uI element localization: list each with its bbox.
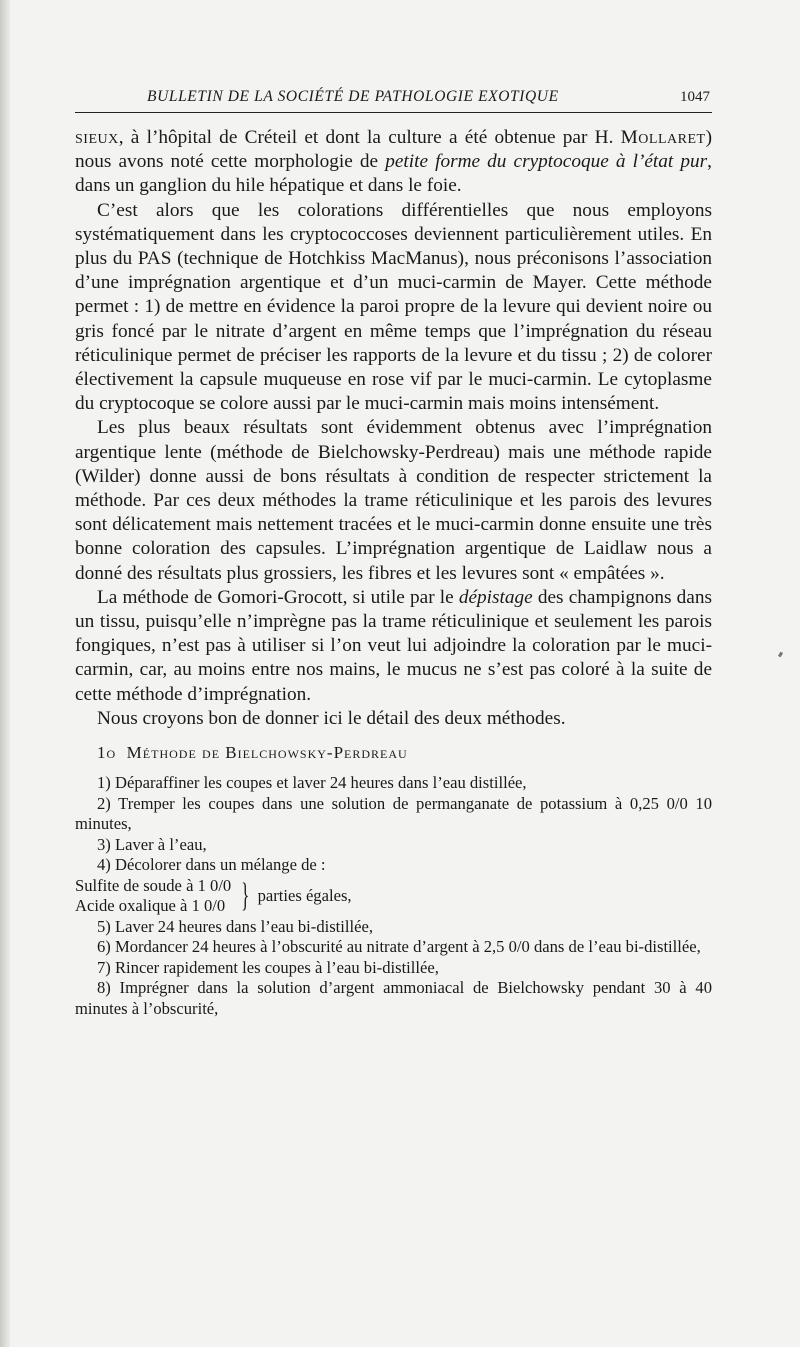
mixture-block: [75, 876, 712, 917]
mixture-component: Sulfite de soude à 1 0/0: [75, 875, 232, 895]
text-run: , à l’hôpital de Créteil et dont la culture a été obtenue par H.: [118, 127, 621, 148]
running-header: [75, 88, 712, 113]
page-number: 1047: [680, 89, 710, 105]
running-title: BULLETIN DE LA SOCIÉTÉ DE PATHOLOGIE EXOTIQUE: [147, 88, 559, 105]
section-title: Méthode de Bielchowsky-Perdreau: [126, 743, 408, 763]
page-edge: [0, 0, 10, 1347]
small-caps-text: sieux: [75, 127, 119, 148]
emphasis: petite forme du cryptocoque à l’état pur: [385, 151, 708, 173]
paragraph-5: Nous croyons bon de donner ici le détail des deux méthodes.: [97, 707, 566, 729]
paragraph-3: Les plus beaux résultats sont évidemment obtenus avec l’imprégnation argentique lente (méthode de Bielchowsky-Perdreau) mais une méthode rapide (Wilder) donne aussi de bons résultats à condition de respecter strictement la méthode. Par ces deux méthodes la trame réticulinique et les parois des levures sont délicatement mais nettement tracées et le muci-carmin donne ensuite une très bonne coloration des capsules. L’imprégnation argentique de Laidlaw nous a donné des résultats plus grossiers, les fibres et les levures sont « empâtées ».: [75, 417, 712, 584]
step-7: 7) Rincer rapidement les coupes à l’eau bi-distillée,: [97, 957, 439, 977]
mixture-components: [75, 876, 231, 917]
section-heading: [97, 741, 712, 765]
text-run: ) nous avons noté cette morphologie de: [75, 127, 712, 173]
text-run: La méthode de Gomori-Grocott, si utile par le: [97, 586, 459, 608]
brace-symbol: }: [241, 877, 250, 915]
step-6: 6) Mordancer 24 heures à l’obscurité au nitrate d’argent à 2,5 0/0 dans de l’eau bi-distillée,: [97, 937, 701, 957]
step-8: 8) Imprégner dans la solution d’argent ammoniacal de Bielchowsky pendant 30 à 40 minutes à l’obscurité,: [75, 978, 712, 1018]
mixture-component: Acide oxalique à 1 0/0: [75, 896, 226, 916]
text-run: , dans un ganglion du hile hépatique et dans le foie.: [75, 151, 712, 197]
scan-mark: [778, 652, 783, 658]
method-steps: [75, 773, 712, 1019]
emphasis: dépistage: [458, 586, 533, 608]
paragraph-1: [75, 126, 712, 199]
step-3: 3) Laver à l’eau,: [97, 834, 207, 854]
paragraph-2: C’est alors que les colorations différentielles que nous employons systématiquement dans les cryptococcoses deviennent particulièrement utiles. En plus du PAS (technique de Hotchkiss MacManus), nous préconisons l’association d’une imprégnation argentique et d’un muci-carmin de Mayer. Cette méthode permet : 1) de mettre en évidence la paroi propre de la levure qui devient noire ou gris foncé par le nitrate d’argent en même temps que l’imprégnation du réseau réticulinique permet de préciser les rapports de la levure et du tissu ; 2) de colorer électivement la capsule muqueuse en rose vif par le muci-carmin. Le cytoplasme du cryptocoque se colore aussi par le muci-carmin mais moins intensément.: [75, 199, 712, 415]
mixture-note: parties égales,: [257, 886, 352, 906]
step-1: 1) Déparaffiner les coupes et laver 24 heures dans l’eau distillée,: [97, 773, 527, 793]
step-2: 2) Tremper les coupes dans une solution de permanganate de potassium à 0,25 0/0 10 minutes,: [75, 793, 712, 834]
paragraph-4: [75, 586, 712, 707]
step-4: 4) Décolorer dans un mélange de :: [97, 855, 326, 875]
body-text: [75, 126, 712, 1019]
step-5: 5) Laver 24 heures dans l’eau bi-distillée,: [97, 916, 374, 936]
text-run: des champignons dans un tissu, puisqu’elle n’imprègne pas la trame réticulinique et seulement les parois fongiques, n’est pas à utiliser si l’on veut lui adjoindre la coloration par le muci-carmin, car, au moins entre nos mains, le mucus ne s’est pas coloré à la suite de cette méthode d’imprégnation.: [75, 586, 712, 705]
section-number: 1o: [97, 743, 117, 763]
author-name: Mollaret: [620, 127, 706, 148]
